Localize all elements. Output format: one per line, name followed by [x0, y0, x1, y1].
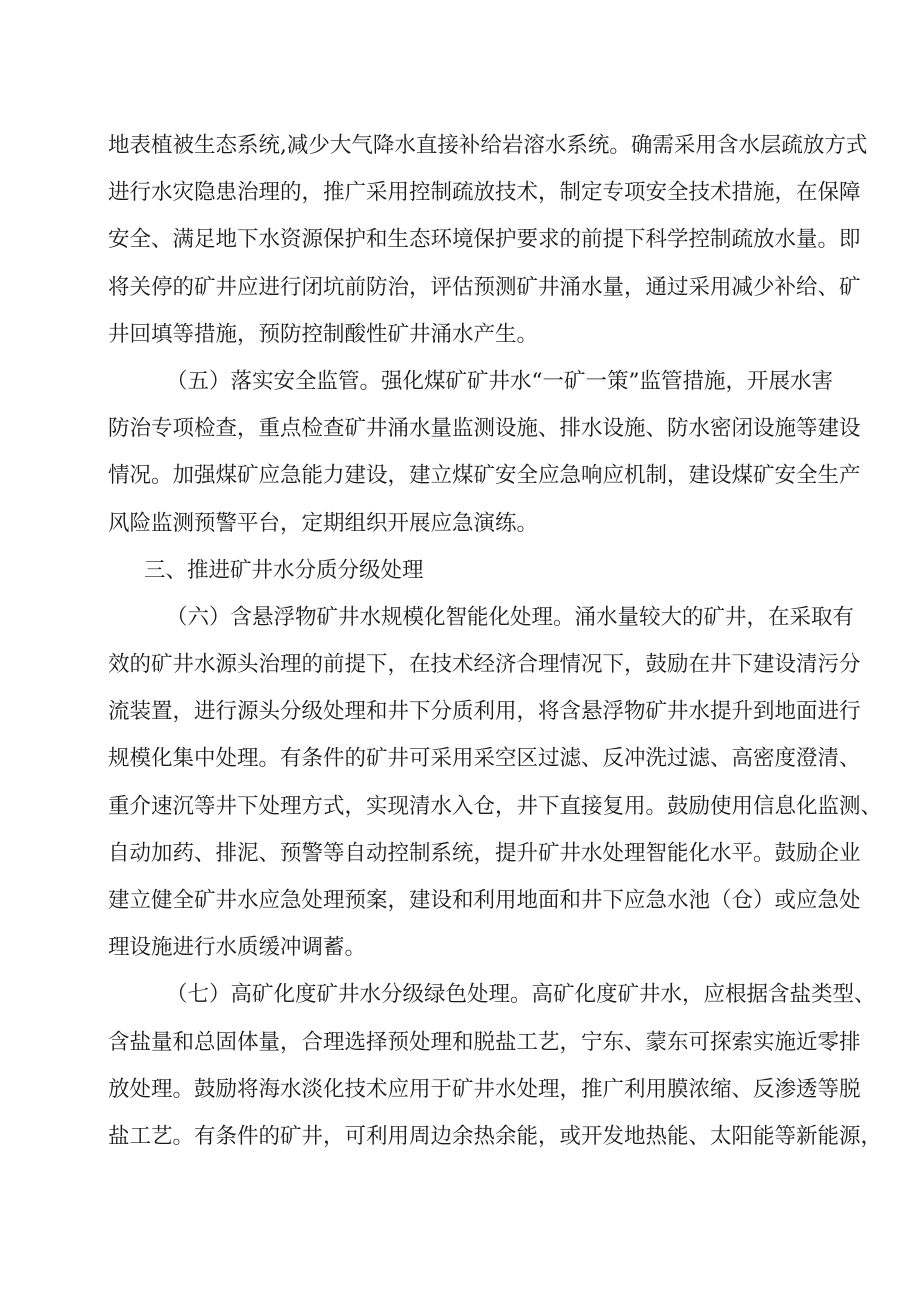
text-line: 安全、满足地下水资源保护和生态环境保护要求的前提下科学控制疏放水量。即 — [108, 227, 861, 253]
text-line: 规模化集中处理。有条件的矿井可采用采空区过滤、反冲洗过滤、高密度澄清、 — [108, 746, 861, 772]
text-line: 流装置，进行源头分级处理和井下分质利用，将含悬浮物矿井水提升到地面进行 — [108, 699, 861, 725]
text-line: （六）含悬浮物矿井水规模化智能化处理。涌水量较大的矿井，在采取有 — [166, 604, 855, 630]
paragraph-safety-supervision — [108, 358, 861, 547]
text-line: 理设施进行水质缓冲调蓄。 — [108, 935, 367, 961]
text-line: 风险监测预警平台，定期组织开展应急演练。 — [108, 510, 539, 536]
document-body — [108, 122, 883, 1160]
text-line: 效的矿井水源头治理的前提下，在技术经济合理情况下，鼓励在井下建设清污分 — [108, 652, 861, 678]
text-line: 盐工艺。有条件的矿井，可利用周边余热余能，或开发地热能、太阳能等新能源， — [108, 1123, 883, 1149]
paragraph-high-salinity-treatment — [108, 971, 883, 1160]
section-heading-3 — [108, 547, 824, 594]
text-line: 进行水灾隐患治理的，推广采用控制疏放技术，制定专项安全技术措施，在保障 — [108, 180, 861, 206]
text-line: 自动加药、排泥、预警等自动控制系统，提升矿井水处理智能化水平。鼓励企业 — [108, 840, 861, 866]
text-line: 情况。加强煤矿应急能力建设，建立煤矿安全应急响应机制，建设煤矿安全生产 — [108, 463, 861, 489]
text-line: 建立健全矿井水应急处理预案，建设和利用地面和井下应急水池（仓）或应急处 — [108, 888, 861, 913]
text-line: 地表植被生态系统,减少大气降水直接补给岩溶水系统。确需采用含水层疏放方式 — [108, 133, 868, 158]
text-line: 重介速沉等井下处理方式，实现清水入仓，井下直接复用。鼓励使用信息化监测、 — [108, 793, 883, 819]
section-heading-text: 三、推进矿井水分质分级处理 — [144, 557, 424, 583]
text-line: （五）落实安全监管。强化煤矿矿井水“一矿一策”监管措施，开展水害 — [166, 368, 833, 394]
paragraph-water-hazard-continuation — [108, 122, 868, 358]
text-line: 含盐量和总固体量，合理选择预处理和脱盐工艺，宁东、蒙东可探索实施近零排 — [108, 1029, 861, 1055]
text-line: 防治专项检查，重点检查矿井涌水量监测设施、排水设施、防水密闭设施等建设 — [108, 416, 861, 442]
text-line: 放处理。鼓励将海水淡化技术应用于矿井水处理，推广利用膜浓缩、反渗透等脱 — [108, 1076, 861, 1102]
text-line: 井回填等措施，预防控制酸性矿井涌水产生。 — [108, 321, 539, 347]
text-line: 将关停的矿井应进行闭坑前防治，评估预测矿井涌水量，通过采用减少补给、矿 — [108, 274, 861, 300]
text-line: （七）高矿化度矿井水分级绿色处理。高矿化度矿井水，应根据含盐类型、 — [166, 982, 876, 1008]
paragraph-suspended-solids-treatment — [108, 594, 883, 972]
